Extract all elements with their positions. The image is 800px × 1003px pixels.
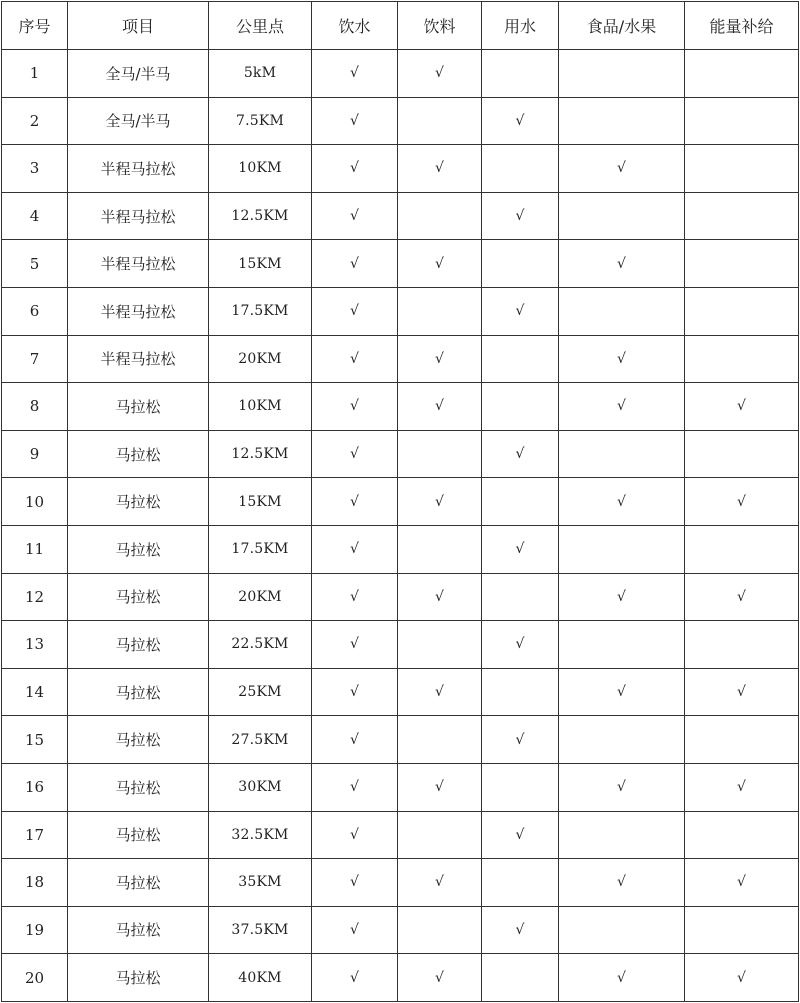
table-row xyxy=(2,383,799,431)
table-row xyxy=(2,906,799,954)
cell-use-water xyxy=(482,145,559,193)
cell-km-point: 17.5KM xyxy=(209,525,312,573)
cell-food-fruit: √ xyxy=(559,668,685,716)
cell-energy-supply xyxy=(685,811,799,859)
cell-project: 马拉松 xyxy=(68,906,209,954)
cell-beverage xyxy=(398,906,482,954)
cell-drinking-water: √ xyxy=(312,478,398,526)
cell-project: 全马/半马 xyxy=(68,50,209,98)
table-row xyxy=(2,716,799,764)
cell-energy-supply xyxy=(685,192,799,240)
cell-energy-supply: √ xyxy=(685,478,799,526)
cell-seq: 6 xyxy=(2,287,68,335)
cell-energy-supply: √ xyxy=(685,859,799,907)
cell-km-point: 37.5KM xyxy=(209,906,312,954)
cell-use-water: √ xyxy=(482,716,559,764)
cell-seq: 2 xyxy=(2,97,68,145)
cell-km-point: 20KM xyxy=(209,573,312,621)
cell-km-point: 22.5KM xyxy=(209,621,312,669)
cell-project: 马拉松 xyxy=(68,478,209,526)
cell-drinking-water: √ xyxy=(312,859,398,907)
cell-food-fruit xyxy=(559,192,685,240)
table-row xyxy=(2,192,799,240)
cell-project: 马拉松 xyxy=(68,621,209,669)
table-row xyxy=(2,50,799,98)
cell-drinking-water: √ xyxy=(312,50,398,98)
cell-drinking-water: √ xyxy=(312,668,398,716)
table-row xyxy=(2,811,799,859)
cell-food-fruit xyxy=(559,430,685,478)
table-row xyxy=(2,335,799,383)
cell-seq: 15 xyxy=(2,716,68,764)
cell-project: 马拉松 xyxy=(68,716,209,764)
table-row xyxy=(2,145,799,193)
cell-use-water xyxy=(482,335,559,383)
cell-project: 马拉松 xyxy=(68,954,209,1002)
cell-drinking-water: √ xyxy=(312,763,398,811)
table-row xyxy=(2,954,799,1002)
cell-km-point: 12.5KM xyxy=(209,192,312,240)
cell-seq: 14 xyxy=(2,668,68,716)
cell-beverage xyxy=(398,621,482,669)
table-row xyxy=(2,859,799,907)
cell-use-water: √ xyxy=(482,621,559,669)
cell-energy-supply xyxy=(685,621,799,669)
cell-drinking-water: √ xyxy=(312,573,398,621)
cell-beverage: √ xyxy=(398,859,482,907)
cell-beverage xyxy=(398,811,482,859)
cell-food-fruit xyxy=(559,97,685,145)
cell-drinking-water: √ xyxy=(312,240,398,288)
cell-project: 全马/半马 xyxy=(68,97,209,145)
supply-station-table xyxy=(1,1,799,1002)
cell-energy-supply xyxy=(685,97,799,145)
table-body xyxy=(2,50,799,1002)
header-seq: 序号 xyxy=(2,2,68,50)
table-row xyxy=(2,668,799,716)
cell-km-point: 10KM xyxy=(209,383,312,431)
cell-drinking-water: √ xyxy=(312,287,398,335)
cell-drinking-water: √ xyxy=(312,97,398,145)
cell-drinking-water: √ xyxy=(312,525,398,573)
cell-drinking-water: √ xyxy=(312,954,398,1002)
cell-energy-supply: √ xyxy=(685,954,799,1002)
cell-food-fruit: √ xyxy=(559,763,685,811)
cell-drinking-water: √ xyxy=(312,383,398,431)
cell-seq: 8 xyxy=(2,383,68,431)
cell-use-water: √ xyxy=(482,97,559,145)
cell-energy-supply: √ xyxy=(685,573,799,621)
cell-beverage xyxy=(398,430,482,478)
cell-drinking-water: √ xyxy=(312,621,398,669)
cell-km-point: 10KM xyxy=(209,145,312,193)
cell-use-water xyxy=(482,383,559,431)
cell-beverage: √ xyxy=(398,335,482,383)
cell-seq: 18 xyxy=(2,859,68,907)
cell-food-fruit xyxy=(559,525,685,573)
cell-energy-supply: √ xyxy=(685,763,799,811)
cell-seq: 1 xyxy=(2,50,68,98)
cell-drinking-water: √ xyxy=(312,716,398,764)
cell-food-fruit xyxy=(559,716,685,764)
cell-project: 半程马拉松 xyxy=(68,287,209,335)
cell-seq: 7 xyxy=(2,335,68,383)
cell-use-water: √ xyxy=(482,287,559,335)
cell-km-point: 35KM xyxy=(209,859,312,907)
cell-beverage: √ xyxy=(398,50,482,98)
cell-drinking-water: √ xyxy=(312,811,398,859)
cell-beverage: √ xyxy=(398,954,482,1002)
cell-use-water: √ xyxy=(482,525,559,573)
cell-project: 马拉松 xyxy=(68,573,209,621)
cell-energy-supply xyxy=(685,145,799,193)
cell-food-fruit xyxy=(559,287,685,335)
cell-drinking-water: √ xyxy=(312,335,398,383)
cell-energy-supply xyxy=(685,240,799,288)
header-km-point: 公里点 xyxy=(209,2,312,50)
cell-food-fruit: √ xyxy=(559,240,685,288)
header-beverage: 饮料 xyxy=(398,2,482,50)
cell-beverage xyxy=(398,287,482,335)
cell-energy-supply xyxy=(685,430,799,478)
cell-beverage: √ xyxy=(398,478,482,526)
cell-km-point: 32.5KM xyxy=(209,811,312,859)
cell-beverage xyxy=(398,192,482,240)
header-row xyxy=(2,2,799,50)
cell-km-point: 27.5KM xyxy=(209,716,312,764)
cell-project: 马拉松 xyxy=(68,763,209,811)
cell-project: 马拉松 xyxy=(68,383,209,431)
cell-beverage: √ xyxy=(398,763,482,811)
cell-beverage: √ xyxy=(398,383,482,431)
cell-food-fruit: √ xyxy=(559,859,685,907)
cell-beverage: √ xyxy=(398,573,482,621)
cell-project: 半程马拉松 xyxy=(68,335,209,383)
cell-energy-supply xyxy=(685,287,799,335)
cell-project: 半程马拉松 xyxy=(68,240,209,288)
cell-seq: 20 xyxy=(2,954,68,1002)
cell-food-fruit: √ xyxy=(559,954,685,1002)
cell-food-fruit xyxy=(559,906,685,954)
cell-project: 马拉松 xyxy=(68,430,209,478)
table-row xyxy=(2,97,799,145)
cell-use-water: √ xyxy=(482,906,559,954)
cell-project: 半程马拉松 xyxy=(68,192,209,240)
table-row xyxy=(2,573,799,621)
cell-drinking-water: √ xyxy=(312,430,398,478)
cell-energy-supply xyxy=(685,50,799,98)
cell-seq: 3 xyxy=(2,145,68,193)
cell-energy-supply xyxy=(685,335,799,383)
cell-food-fruit: √ xyxy=(559,573,685,621)
cell-beverage xyxy=(398,525,482,573)
table-row xyxy=(2,525,799,573)
header-use-water: 用水 xyxy=(482,2,559,50)
cell-use-water xyxy=(482,50,559,98)
cell-food-fruit: √ xyxy=(559,383,685,431)
cell-energy-supply: √ xyxy=(685,383,799,431)
cell-use-water xyxy=(482,859,559,907)
cell-use-water: √ xyxy=(482,430,559,478)
cell-use-water xyxy=(482,668,559,716)
cell-km-point: 12.5KM xyxy=(209,430,312,478)
cell-seq: 19 xyxy=(2,906,68,954)
cell-beverage: √ xyxy=(398,145,482,193)
cell-km-point: 15KM xyxy=(209,478,312,526)
cell-seq: 5 xyxy=(2,240,68,288)
cell-seq: 17 xyxy=(2,811,68,859)
header-food-fruit: 食品/水果 xyxy=(559,2,685,50)
cell-km-point: 17.5KM xyxy=(209,287,312,335)
cell-km-point: 15KM xyxy=(209,240,312,288)
cell-seq: 11 xyxy=(2,525,68,573)
cell-food-fruit xyxy=(559,811,685,859)
cell-energy-supply xyxy=(685,716,799,764)
cell-seq: 12 xyxy=(2,573,68,621)
cell-use-water xyxy=(482,478,559,526)
cell-use-water xyxy=(482,763,559,811)
cell-food-fruit: √ xyxy=(559,335,685,383)
cell-beverage xyxy=(398,716,482,764)
cell-project: 马拉松 xyxy=(68,811,209,859)
cell-project: 马拉松 xyxy=(68,668,209,716)
cell-beverage xyxy=(398,97,482,145)
cell-seq: 16 xyxy=(2,763,68,811)
cell-food-fruit xyxy=(559,621,685,669)
cell-drinking-water: √ xyxy=(312,906,398,954)
table-row xyxy=(2,621,799,669)
cell-food-fruit: √ xyxy=(559,478,685,526)
cell-food-fruit: √ xyxy=(559,145,685,193)
cell-seq: 10 xyxy=(2,478,68,526)
table-row xyxy=(2,763,799,811)
cell-seq: 4 xyxy=(2,192,68,240)
cell-project: 马拉松 xyxy=(68,859,209,907)
cell-km-point: 5kM xyxy=(209,50,312,98)
cell-km-point: 20KM xyxy=(209,335,312,383)
cell-use-water xyxy=(482,240,559,288)
cell-drinking-water: √ xyxy=(312,145,398,193)
table-row xyxy=(2,430,799,478)
header-project: 项目 xyxy=(68,2,209,50)
cell-km-point: 40KM xyxy=(209,954,312,1002)
cell-seq: 13 xyxy=(2,621,68,669)
table-row xyxy=(2,240,799,288)
cell-drinking-water: √ xyxy=(312,192,398,240)
cell-beverage: √ xyxy=(398,668,482,716)
cell-use-water xyxy=(482,954,559,1002)
cell-km-point: 25KM xyxy=(209,668,312,716)
cell-energy-supply xyxy=(685,906,799,954)
table-row xyxy=(2,478,799,526)
header-drinking-water: 饮水 xyxy=(312,2,398,50)
cell-use-water: √ xyxy=(482,811,559,859)
cell-energy-supply: √ xyxy=(685,668,799,716)
header-energy-supply: 能量补给 xyxy=(685,2,799,50)
cell-beverage: √ xyxy=(398,240,482,288)
cell-project: 马拉松 xyxy=(68,525,209,573)
cell-food-fruit xyxy=(559,50,685,98)
table-row xyxy=(2,287,799,335)
cell-use-water xyxy=(482,573,559,621)
cell-km-point: 7.5KM xyxy=(209,97,312,145)
cell-use-water: √ xyxy=(482,192,559,240)
cell-project: 半程马拉松 xyxy=(68,145,209,193)
cell-seq: 9 xyxy=(2,430,68,478)
cell-energy-supply xyxy=(685,525,799,573)
cell-km-point: 30KM xyxy=(209,763,312,811)
